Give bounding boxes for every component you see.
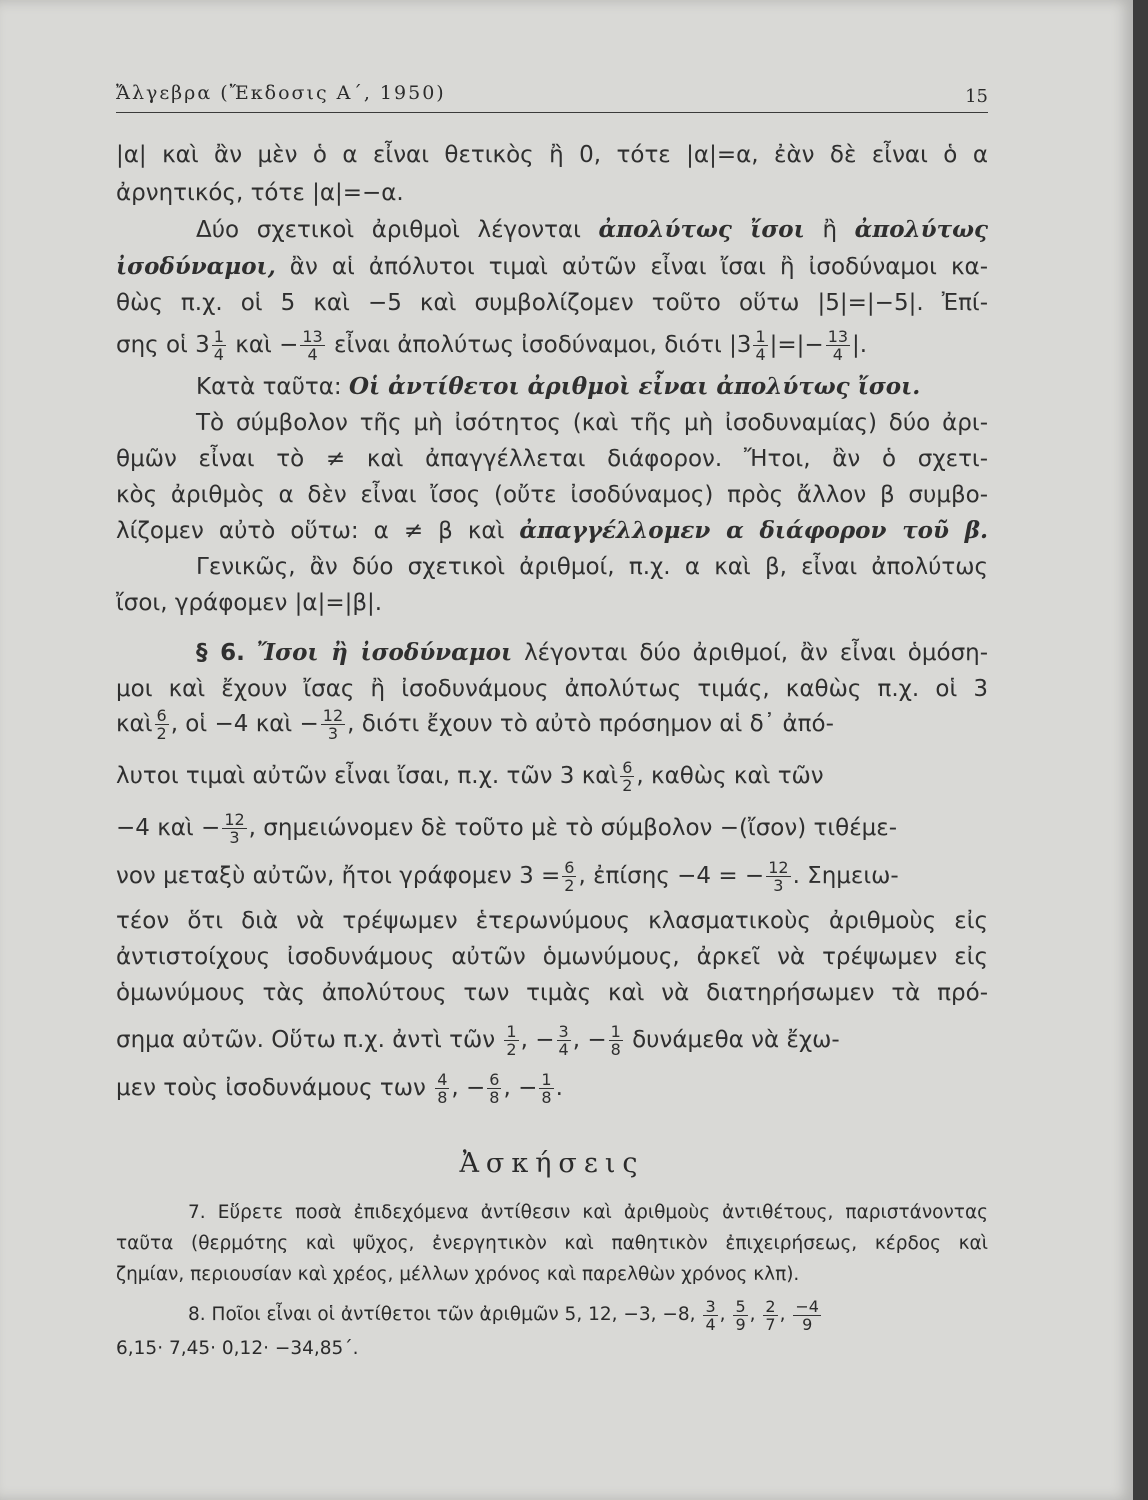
- fraction: $\frac{13}{4}$: [302, 327, 323, 364]
- text-span: μεν τοὺς ἰσοδυνάμους των: [116, 1075, 426, 1101]
- fraction: $\frac{-4}{9}$: [795, 1296, 819, 1334]
- text-line: Γενικῶς, ἂν δύο σχετικοὶ ἀριθμοί, π.χ. α καὶ β, εἶναι ἀπολύτως: [196, 554, 988, 580]
- fraction: $\frac{3}{4}$: [558, 1022, 569, 1059]
- text-span: , οἱ −4 καὶ −: [170, 711, 319, 737]
- text-line: |α| καὶ ἂν μὲν ὁ α εἶναι θετικὸς ἢ 0, τότε |α|=α, ἐὰν δὲ εἶναι ὁ α: [116, 142, 988, 168]
- page-edge-shadow: [1133, 0, 1148, 1500]
- separator: , −: [451, 1075, 486, 1101]
- exercises-heading: Ἀσκήσεις: [459, 1148, 645, 1179]
- text-line: κὸς ἀριθμὸς α δὲν εἶναι ἴσος (οὔτε ἰσοδύναμος) πρὸς ἄλλον β συμβο-: [116, 482, 988, 508]
- text-span: , καθὼς καὶ τῶν: [636, 763, 824, 789]
- text-line: [116, 1020, 988, 1060]
- text-span: εἶναι ἀπολύτως ἰσοδύναμοι, διότι |3: [334, 332, 752, 358]
- text-span: 8. Ποῖοι εἶναι οἱ ἀντίθετοι τῶν ἀριθμῶν 5, 12, −3, −8,: [188, 1304, 696, 1325]
- text-span: , σημειώνομεν δὲ τοῦτο μὲ τὸ σύμβολον −(ἴσον) τιθέμε-: [248, 815, 897, 841]
- fraction: $\frac{5}{9}$: [735, 1296, 746, 1334]
- exercise-7-line: ζημίαν, περιουσίαν καὶ χρέος, μέλλων χρόνος καὶ παρελθὼν χρόνος κλπ).: [116, 1264, 800, 1285]
- text-span: Δύο σχετικοὶ ἀριθμοὶ λέγονται: [196, 217, 581, 243]
- text-line: [196, 215, 988, 245]
- emphasis-text: ἀπαγγέλλομεν α διάφορον τοῦ β.: [519, 517, 988, 544]
- text-line: [116, 252, 988, 282]
- fraction: $\frac{12}{3}$: [322, 706, 344, 743]
- text-span: σης οἱ 3: [116, 332, 210, 358]
- running-header: [116, 78, 988, 113]
- fraction: $\frac{6}{2}$: [622, 758, 633, 795]
- fraction: $\frac{12}{3}$: [224, 810, 245, 847]
- emphasis-text: ἀπολύτως ἴσοι: [598, 216, 805, 243]
- fraction: $\frac{6}{8}$: [489, 1070, 500, 1107]
- text-line: [116, 808, 988, 848]
- text-line: Τὸ σύμβολον τῆς μὴ ἰσότητος (καὶ τῆς μὴ ἰσοδυναμίας) δύο ἀρι-: [196, 410, 988, 436]
- text-line: [116, 856, 988, 896]
- text-span: Κατὰ ταῦτα:: [196, 374, 342, 400]
- text-span: ἂν αἱ ἀπόλυτοι τιμαὶ αὐτῶν εἶναι ἴσαι ἢ ἰσοδύναμοι κα-: [289, 254, 989, 280]
- text-line: [116, 325, 988, 365]
- text-line: τέον ὅτι διὰ νὰ τρέψωμεν ἑτερωνύμους κλασματικοὺς ἀριθμοὺς εἰς: [116, 908, 988, 934]
- fraction: $\frac{1}{8}$: [541, 1070, 552, 1107]
- text-line: ὁμωνύμους τὰς ἀπολύτους των τιμὰς καὶ νὰ διατηρήσωμεν τὰ πρό-: [116, 980, 988, 1006]
- fraction: $\frac{4}{8}$: [437, 1070, 448, 1107]
- text-span: δυνάμεθα νὰ ἔχω-: [632, 1027, 840, 1053]
- section-number: § 6.: [196, 640, 245, 666]
- fraction: $\frac{2}{7}$: [765, 1296, 776, 1334]
- text-line: [116, 516, 988, 546]
- separator: ,: [779, 1304, 786, 1325]
- separator: .: [555, 1075, 563, 1101]
- exercise-7-line: ταῦτα (θερμότης καὶ ψῦχος, ἐνεργητικὸν καὶ παθητικὸν ἐπιχειρήσεως, κέρδος καὶ: [116, 1233, 988, 1254]
- fraction: $\frac{6}{2}$: [564, 858, 575, 895]
- text-span: , ἐπίσης −4 = −: [578, 863, 765, 889]
- text-line: ἀρνητικός, τότε |α|=−α.: [116, 180, 404, 206]
- separator: , −: [572, 1027, 607, 1053]
- text-span: . Σημειω-: [792, 863, 899, 889]
- text-span: σημα αὐτῶν. Οὕτω π.χ. ἀντὶ τῶν: [116, 1027, 496, 1053]
- separator: ,: [719, 1304, 726, 1325]
- fraction: $\frac{3}{4}$: [705, 1296, 716, 1334]
- text-span: λίζομεν αὐτὸ οὕτω: α ≠ β καὶ: [116, 518, 505, 544]
- text-line: [196, 638, 988, 668]
- text-line: ἴσοι, γράφομεν |α|=|β|.: [116, 590, 383, 616]
- book-title: Ἄλγεβρα (Ἔκδοσις Α΄, 1950): [116, 82, 446, 104]
- fraction: $\frac{1}{4}$: [755, 327, 766, 364]
- text-line: θμῶν εἶναι τὸ ≠ καὶ ἀπαγγέλλεται διάφορον. Ἤτοι, ἂν ὁ σχετι-: [116, 446, 988, 472]
- emphasis-text: Ἴσοι ἢ ἰσοδύναμοι: [256, 639, 513, 666]
- fraction: $\frac{1}{4}$: [213, 327, 224, 364]
- text-span: λυτοι τιμαὶ αὐτῶν εἶναι ἴσαι, π.χ. τῶν 3 καὶ: [116, 763, 619, 789]
- fraction: $\frac{12}{3}$: [768, 858, 789, 895]
- text-line: ἀντιστοίχους ἰσοδυνάμους αὐτῶν ὁμωνύμους, ἀρκεῖ νὰ τρέψωμεν εἰς: [116, 944, 988, 970]
- separator: ,: [749, 1304, 756, 1325]
- fraction: $\frac{1}{2}$: [506, 1022, 517, 1059]
- separator: , −: [520, 1027, 555, 1053]
- text-span: |=|−: [769, 332, 824, 358]
- text-span: νον μεταξὺ αὐτῶν, ἤτοι γράφομεν 3 =: [116, 863, 561, 889]
- text-line: μοι καὶ ἔχουν ἴσας ἢ ἰσοδυνάμους ἀπολύτως τιμάς, καθὼς π.χ. οἱ 3: [116, 676, 988, 702]
- text-span: λέγονται δύο ἀριθμοί, ἂν εἶναι ὁμόση-: [524, 640, 989, 666]
- fraction: $\frac{1}{8}$: [610, 1022, 621, 1059]
- exercise-8-line: 6,15· 7,45· 0,12· −34,85΄.: [116, 1338, 359, 1359]
- exercise-7-line: 7. Εὕρετε ποσὰ ἐπιδεχόμενα ἀντίθεσιν καὶ ἀριθμοὺς ἀντιθέτους, παριστάνοντας: [188, 1202, 988, 1223]
- text-line: [116, 704, 988, 744]
- page-number: 15: [965, 86, 988, 107]
- text-span: , διότι ἔχουν τὸ αὐτὸ πρόσημον αἱ δ᾽ ἀπό-: [347, 711, 834, 737]
- text-line: [116, 756, 988, 796]
- exercise-8-line: [188, 1294, 1060, 1336]
- text-line: [196, 372, 1068, 402]
- separator: , −: [503, 1075, 538, 1101]
- emphasis-text: Οἱ ἀντίθετοι ἀριθμοὶ εἶναι ἀπολύτως ἴσοι.: [348, 373, 921, 400]
- text-span: καὶ: [116, 711, 153, 737]
- text-span: |.: [852, 332, 868, 358]
- text-span: καὶ −: [235, 332, 299, 358]
- emphasis-text: ἰσοδύναμοι,: [116, 253, 276, 280]
- text-span: −4 καὶ −: [116, 815, 221, 841]
- text-span: ἢ: [822, 217, 838, 243]
- fraction: $\frac{13}{4}$: [827, 327, 849, 364]
- fraction: $\frac{6}{2}$: [156, 706, 167, 743]
- text-line: θὼς π.χ. οἱ 5 καὶ −5 καὶ συμβολίζομεν τοῦτο οὕτω |5|=|−5|. Ἐπί-: [116, 290, 988, 316]
- text-line: [116, 1068, 988, 1108]
- emphasis-text: ἀπολύτως: [854, 216, 989, 243]
